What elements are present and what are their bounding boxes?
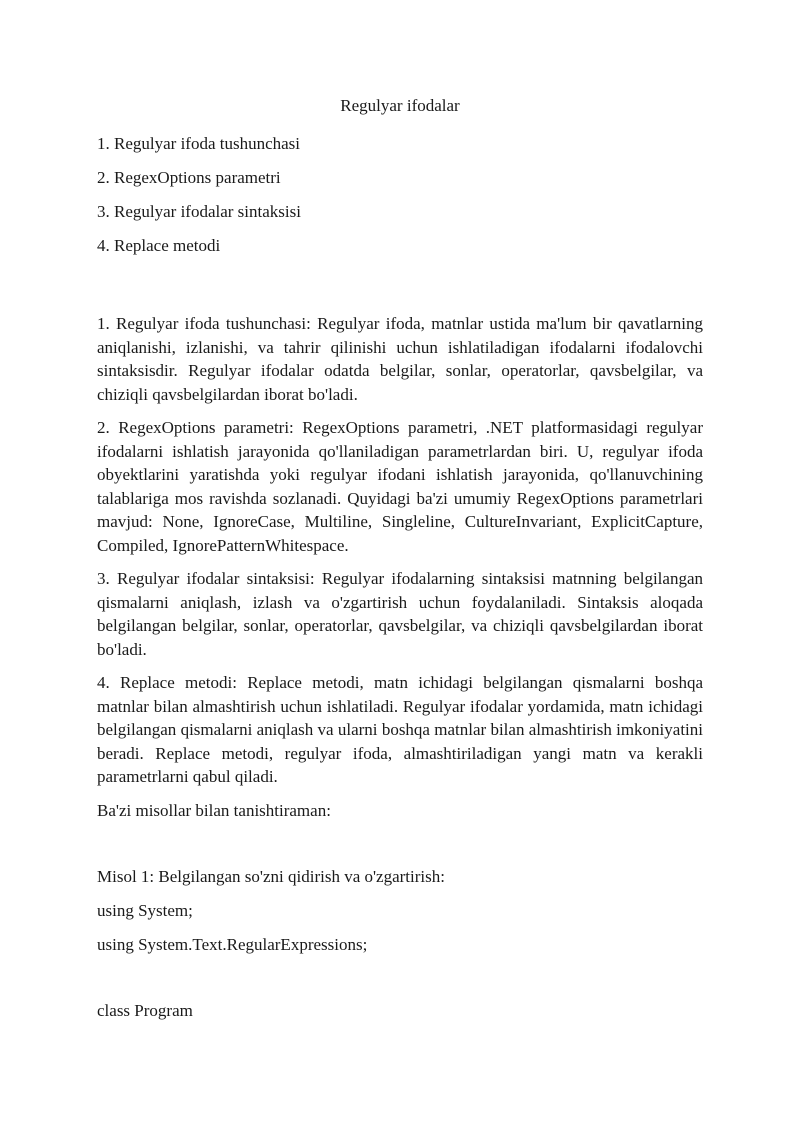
blank-line xyxy=(97,833,703,865)
toc-item: 1. Regulyar ifoda tushunchasi xyxy=(97,134,301,153)
section-paragraph: 4. Replace metodi: Replace metodi, matn ichidagi belgilangan qismalarni boshqa matnlar bilan almashtirish uchun ishlatiladi. Regulyar ifodalar yordamida, matn ichidagi belgilangan qismalarni aniqlash va ularni boshqa matnlar bilan almashtirish imkoniyatini beradi. Replace metodi, regulyar ifoda, almashtiriladigan yangi matn va kerakli parametrlarni qabul qiladi. xyxy=(97,673,703,786)
example-title: Misol 1: Belgilangan so'zni qidirish va o'zgartirish: xyxy=(97,866,445,886)
examples-intro: Ba'zi misollar bilan tanishtiraman: xyxy=(97,800,331,820)
section-paragraph: 2. RegexOptions parametri: RegexOptions parametri, .NET platformasidagi regulyar ifodalarni ishlatish jarayonida qo'llaniladigan parametrlardan biri. U, regulyar ifoda obyektlarini yaratishda yoki regulyar ifodani ishlatish jarayonida, qo'llanuvchining talablariga mos ravishda sozlanadi. Quyidagi ba'zi umumiy RegexOptions parametrlari mavjud: None, IgnoreCase, Multiline, Singleline, CultureInvariant, ExplicitCapture, Compiled, IgnorePatternWhitespace. xyxy=(97,418,703,555)
blank-line xyxy=(97,268,703,312)
toc-item: 2. RegexOptions parametri xyxy=(97,168,281,187)
code-line-class: class Program xyxy=(97,1000,193,1020)
table-of-contents xyxy=(97,132,703,258)
section-paragraph: 1. Regulyar ifoda tushunchasi: Regulyar ifoda, matnlar ustida ma'lum bir qavatlarning aniqlanishi, izlanishi, va tahrir qilinishi uchun ishlatiladigan ifodalarni ifodalovchi sintaksisdir. Regulyar ifodalar odatda belgilar, sonlar, operatorlar, qavsbelgilar, va chiziqli qavsbelgilardan iborat bo'ladi. xyxy=(97,314,703,404)
code-line: using System.Text.RegularExpressions; xyxy=(97,934,368,954)
code-line: using System; xyxy=(97,900,193,920)
toc-item: 4. Replace metodi xyxy=(97,236,221,255)
section-paragraph: 3. Regulyar ifodalar sintaksisi: Regulyar ifodalarning sintaksisi matnning belgilangan qismalarni aniqlash, izlash va o'zgartirish uchun foydalaniladi. Sintaksis aloqada belgilangan belgilar, sonlar, operatorlar, qavsbelgilar, va chiziqli qavsbelgilardan iborat bo'ladi. xyxy=(97,569,703,659)
blank-line xyxy=(97,967,703,999)
document-title: Regulyar ifodalar xyxy=(340,96,460,115)
document-page xyxy=(97,94,703,1033)
toc-item: 3. Regulyar ifodalar sintaksisi xyxy=(97,202,301,221)
